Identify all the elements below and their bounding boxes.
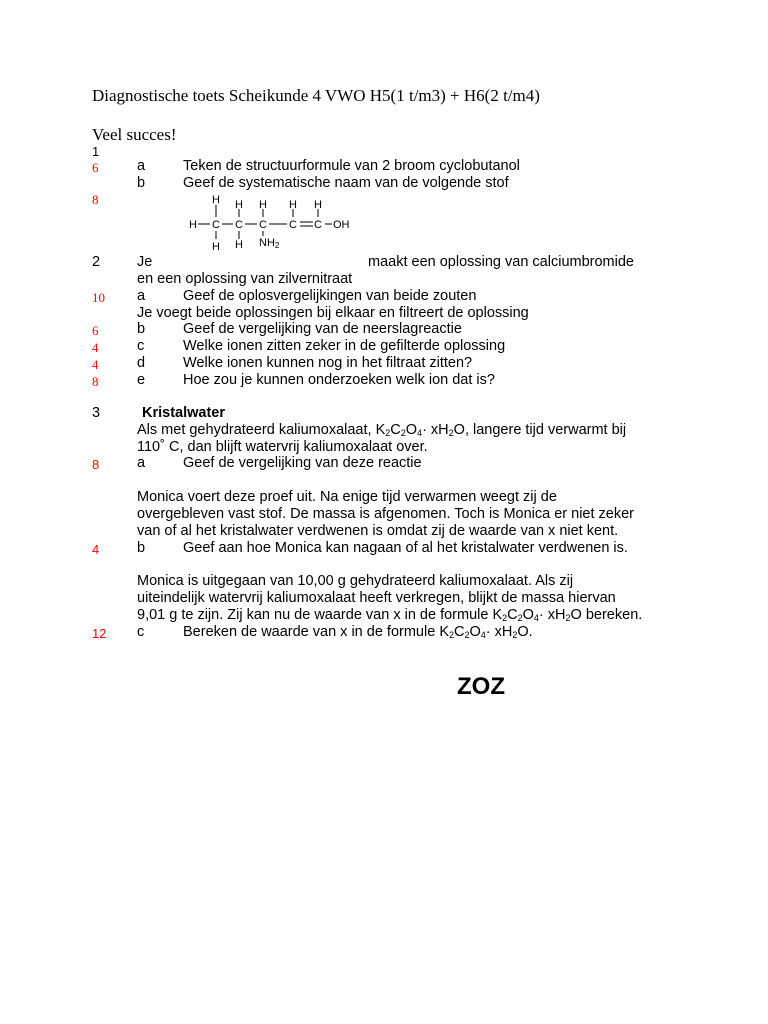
atom-h-left: H bbox=[189, 219, 197, 231]
q3-intro-line2: 110˚ C, dan blijft watervrij kaliumoxalaat over. bbox=[137, 439, 428, 455]
q3c-points: 12 bbox=[92, 626, 107, 641]
q3a-letter: a bbox=[137, 455, 146, 471]
q3c-text: Bereken de waarde van x in de formule $K_2C_2O_4\cdot xH_2O$. bbox=[183, 624, 533, 640]
q3c-letter: c bbox=[137, 624, 145, 640]
q2b-text: Geef de vergelijking van de neerslagreactie bbox=[183, 321, 462, 337]
atom-h-top-c4: H bbox=[289, 199, 297, 211]
q2a-points: 10 bbox=[92, 290, 105, 305]
q3-para2-line2: overgebleven vast stof. De massa is afgenomen. Toch is Monica er niet zeker bbox=[137, 506, 635, 522]
q2-mid-line: Je voegt beide oplossingen bij elkaar en filtreert de oplossing bbox=[137, 305, 529, 321]
atom-oh: OH bbox=[333, 219, 350, 231]
atom-nh2: NH2 bbox=[259, 237, 280, 250]
atom-h-top-c1: H bbox=[212, 194, 220, 206]
q2e-text: Hoe zou je kunnen onderzoeken welk ion dat is? bbox=[183, 372, 495, 388]
q3a-text: Geef de vergelijking van deze reactie bbox=[183, 455, 422, 471]
q2d-points: 4 bbox=[92, 357, 99, 372]
q2b-points: 6 bbox=[92, 323, 99, 338]
q3a-points: 8 bbox=[92, 457, 100, 472]
q3b-letter: b bbox=[137, 540, 146, 556]
q3-para3-line3: 9,01 g te zijn. Zij kan nu de waarde van x in de formule $K_2C_2O_4\cdot xH_2O$ bereken. bbox=[137, 607, 643, 623]
q3-para2-line3: van of al het kristalwater verdwenen is omdat zij de waarde van x niet kent. bbox=[137, 523, 619, 539]
q2c-points: 4 bbox=[92, 340, 99, 355]
q3-intro-line1: Als met gehydrateerd kaliumoxalaat, $K_2C_2O_4\cdot xH_2O$, langere tijd verwarmt bij bbox=[137, 422, 627, 438]
q2b-letter: b bbox=[137, 321, 146, 337]
q3-para3-line2: uiteindelijk watervrij kaliumoxalaat heeft verkregen, blijkt de massa hiervan bbox=[137, 590, 616, 606]
q1a-letter: a bbox=[137, 158, 146, 174]
q3-para2-line1: Monica voert deze proef uit. Na enige tijd verwarmen weegt zij de bbox=[137, 489, 557, 505]
question-3-number: 3 bbox=[92, 405, 101, 421]
atom-h-bottom-c1: H bbox=[212, 241, 220, 253]
q1b-text: Geef de systematische naam van de volgende stof bbox=[183, 175, 509, 191]
atom-c3: C bbox=[259, 219, 267, 231]
q1b-points: 8 bbox=[92, 192, 99, 207]
zoz-label: ZOZ bbox=[457, 673, 505, 700]
q2d-text: Welke ionen kunnen nog in het filtraat zitten? bbox=[183, 355, 473, 371]
greeting: Veel succes! bbox=[92, 125, 177, 144]
q1a-text: Teken de structuurformule van 2 broom cyclobutanol bbox=[183, 158, 520, 174]
q2a-letter: a bbox=[137, 288, 146, 304]
q3b-text: Geef aan hoe Monica kan nagaan of al het kristalwater verdwenen is. bbox=[183, 540, 628, 556]
atom-h-top-c3: H bbox=[259, 199, 267, 211]
atom-c4: C bbox=[289, 219, 297, 231]
question-1-number: 1 bbox=[92, 144, 100, 159]
q2c-text: Welke ionen zitten zeker in de gefilterde oplossing bbox=[183, 338, 506, 354]
q2c-letter: c bbox=[137, 338, 145, 354]
q1a-points: 6 bbox=[92, 160, 99, 175]
structural-formula bbox=[180, 190, 360, 256]
atom-c2: C bbox=[235, 219, 243, 231]
q2d-letter: d bbox=[137, 355, 146, 371]
q3-heading: Kristalwater bbox=[142, 405, 226, 421]
q2-intro-start: Je bbox=[137, 254, 153, 270]
q3-para3-line1: Monica is uitgegaan van 10,00 g gehydrateerd kaliumoxalaat. Als zij bbox=[137, 573, 574, 589]
question-2-number: 2 bbox=[92, 254, 101, 270]
atom-h-top-c5: H bbox=[314, 199, 322, 211]
atom-c1: C bbox=[212, 219, 220, 231]
q2a-text: Geef de oplosvergelijkingen van beide zouten bbox=[183, 288, 477, 304]
page-title: Diagnostische toets Scheikunde 4 VWO H5(1 t/m3) + H6(2 t/m4) bbox=[92, 86, 540, 105]
q2e-points: 8 bbox=[92, 374, 99, 389]
atom-c5: C bbox=[314, 219, 322, 231]
q2-intro-end: maakt een oplossing van calciumbromide bbox=[368, 254, 634, 270]
atom-h-top-c2: H bbox=[235, 199, 243, 211]
atom-h-bottom-c2: H bbox=[235, 239, 243, 251]
q2-intro-line2: en een oplossing van zilvernitraat bbox=[137, 271, 353, 287]
q1b-letter: b bbox=[137, 175, 146, 191]
q3b-points: 4 bbox=[92, 542, 100, 557]
q2e-letter: e bbox=[137, 372, 146, 388]
